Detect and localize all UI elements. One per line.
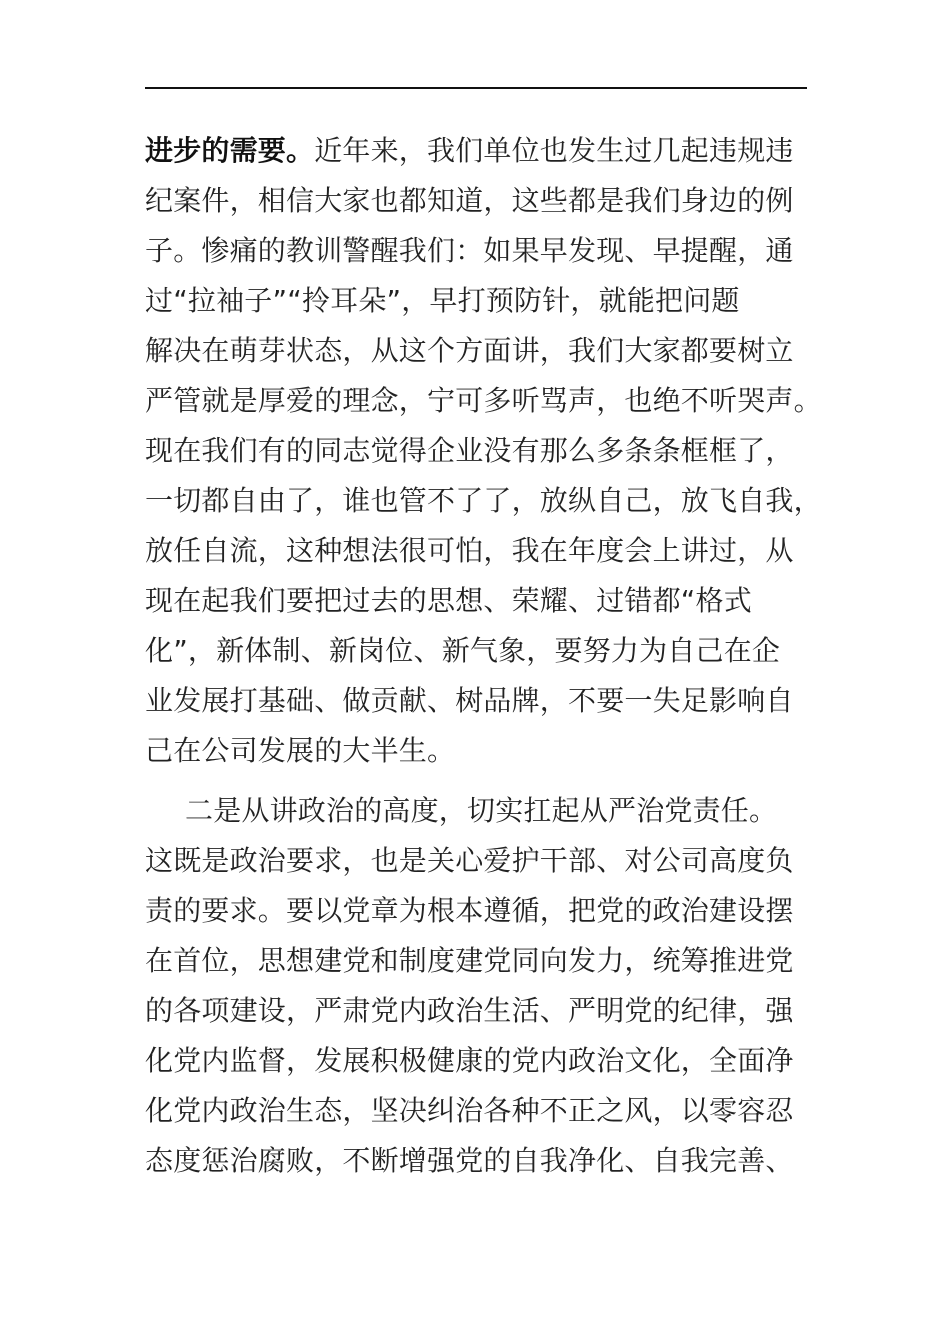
paragraph-1-line-8: 一切都自由了，谁也管不了了，放纵自己，放飞自我， [145, 484, 822, 517]
paragraph-1 [145, 126, 845, 776]
paragraph-1-line-13: 己在公司发展的大半生。 [145, 734, 456, 767]
paragraph-2-line-7: 化党内政治生态，坚决纠治各种不正之风，以零容忍 [145, 1094, 794, 1127]
paragraph-2-line-6: 化党内监督，发展积极健康的党内政治文化，全面净 [145, 1044, 794, 1077]
paragraph-2 [145, 786, 845, 1186]
lead-bold-text: 进步的需要。 [145, 134, 315, 167]
line-text: 近年来，我们单位也发生过几起违规违 [314, 134, 794, 167]
paragraph-1-line-10: 现在起我们要把过去的思想、荣耀、过错都“格式 [145, 584, 752, 617]
paragraph-1-line-7: 现在我们有的同志觉得企业没有那么多条条框框了， [145, 434, 794, 467]
paragraph-1-line-6: 严管就是厚爱的理念，宁可多听骂声，也绝不听哭声。 [145, 384, 822, 417]
paragraph-1-line-4: 过“拉袖子”“拎耳朵”，早打预防针，就能把问题 [145, 284, 740, 317]
paragraph-1-line-2: 纪案件，相信大家也都知道，这些都是我们身边的例 [145, 184, 794, 217]
paragraph-2-line-4: 在首位，思想建党和制度建党同向发力，统筹推进党 [145, 944, 794, 977]
paragraph-2-line-1: 二是从讲政治的高度，切实扛起从严治党责任。 [185, 794, 778, 827]
paragraph-1-line-11: 化”，新体制、新岗位、新气象，要努力为自己在企 [145, 634, 781, 667]
paragraph-1-line-1 [145, 126, 845, 176]
paragraph-1-line-5: 解决在萌芽状态，从这个方面讲，我们大家都要树立 [145, 334, 794, 367]
header-rule [145, 87, 807, 89]
paragraph-2-line-8: 态度惩治腐败，不断增强党的自我净化、自我完善、 [145, 1144, 794, 1177]
paragraph-1-line-9: 放任自流，这种想法很可怕，我在年度会上讲过，从 [145, 534, 794, 567]
paragraph-1-line-12: 业发展打基础、做贡献、树品牌，不要一失足影响自 [145, 684, 794, 717]
paragraph-2-line-3: 责的要求。要以党章为根本遵循，把党的政治建设摆 [145, 894, 794, 927]
paragraph-2-line-2: 这既是政治要求，也是关心爱护干部、对公司高度负 [145, 844, 794, 877]
paragraph-1-line-3: 子。惨痛的教训警醒我们：如果早发现、早提醒，通 [145, 234, 794, 267]
paragraph-2-line-5: 的各项建设，严肃党内政治生活、严明党的纪律，强 [145, 994, 794, 1027]
